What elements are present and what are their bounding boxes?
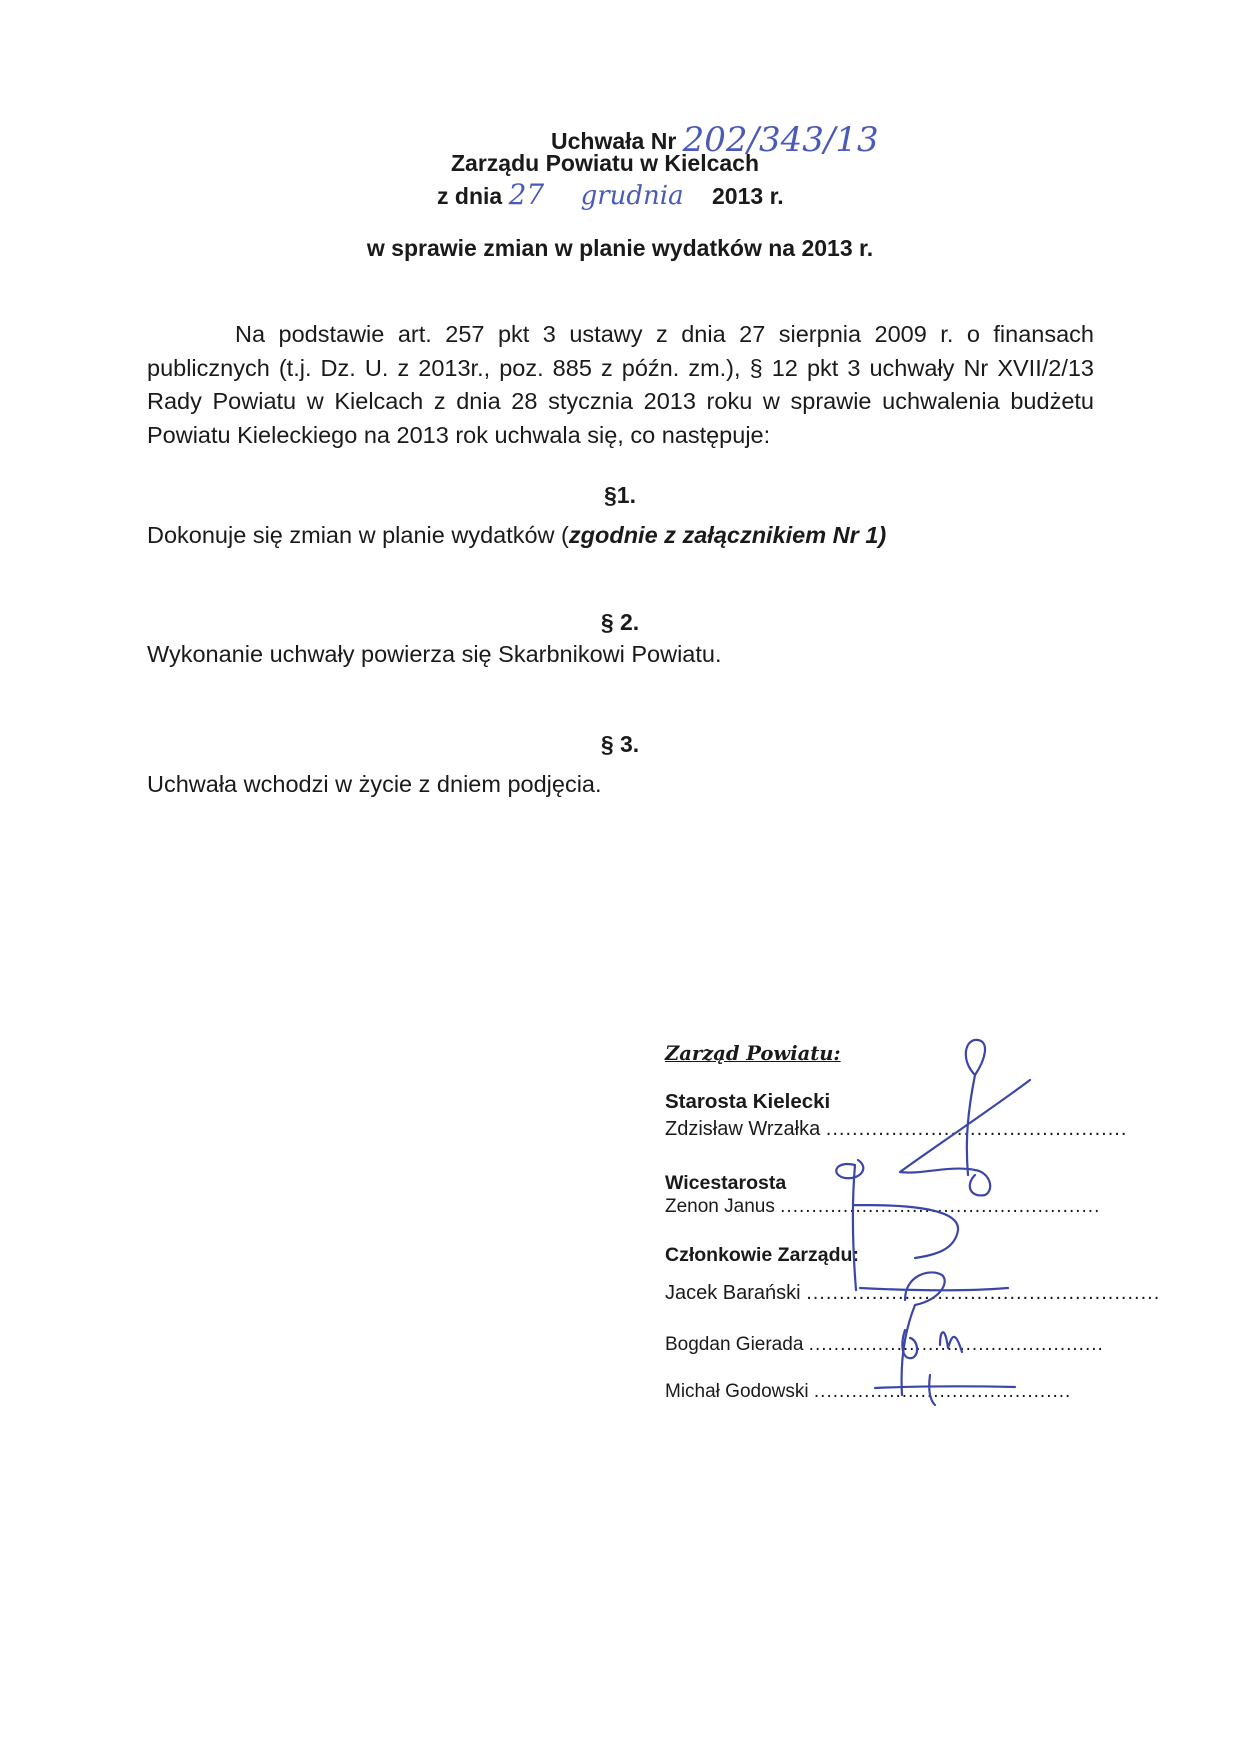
wicestarosta-role: Wicestarosta — [665, 1172, 787, 1194]
date-prefix: z dnia — [437, 183, 503, 209]
section-1-body: Dokonuje się zmian w planie wydatków ( — [147, 522, 569, 548]
member-signature-line — [665, 1381, 1071, 1403]
handwritten-number: 202/343/13 — [682, 120, 879, 160]
section-2-text: Wykonanie uchwały powierza się Skarbnikowi Powiatu. — [147, 641, 722, 667]
signature-dots: ...................................................... — [806, 1282, 1161, 1304]
date-line — [437, 178, 784, 211]
signature-dots: ................................................... — [780, 1196, 1101, 1217]
member-signature-line — [665, 1282, 1160, 1305]
resolution-subject: w sprawie zmian w planie wydatków na 2013 r. — [366, 235, 874, 261]
member-name: Bogdan Gierada — [665, 1334, 804, 1355]
wicestarosta-signature-line — [665, 1196, 1100, 1218]
members-role: Członkowie Zarządu: — [665, 1244, 859, 1266]
section-1-emphasis: zgodnie z załącznikiem Nr 1) — [568, 522, 887, 548]
member-name: Jacek Barański — [665, 1282, 801, 1304]
section-3-text: Uchwała wchodzi w życie z dniem podjęcia. — [147, 771, 602, 797]
board-signatures-title: Zarząd Powiatu: — [665, 1042, 841, 1065]
member-signature-line — [665, 1334, 1104, 1356]
date-year: 2013 r. — [712, 183, 784, 209]
section-1-text — [147, 522, 886, 549]
resolution-prefix: Uchwała Nr — [551, 128, 677, 154]
section-3-heading: § 3. — [600, 731, 640, 757]
handwritten-month: grudnia — [580, 181, 684, 211]
starosta-role: Starosta Kielecki — [665, 1090, 831, 1113]
starosta-signature-line — [665, 1118, 1127, 1141]
legal-basis-paragraph: Na podstawie art. 257 pkt 3 ustawy z dnia 27 sierpnia 2009 r. o finansach publicznych (t.j. Dz. U. z 2013r., poz. 885 z późn. zm.), § 12 pkt 3 uchwały Nr XVII/2/13 Rady Powiatu w Kielcach z dnia 28 stycznia 2013 roku w sprawie uchwalenia budżetu Powiatu Kieleckiego na 2013 rok uchwala się, co następuje: — [147, 321, 1094, 448]
starosta-name: Zdzisław Wrzałka — [665, 1118, 821, 1140]
signature-dots: .............................................. — [825, 1118, 1128, 1140]
member-name: Michał Godowski — [665, 1381, 809, 1402]
signature-dots: ............................................... — [808, 1334, 1104, 1355]
section-2-heading: § 2. — [600, 609, 640, 635]
wicestarosta-signature — [836, 1160, 958, 1290]
handwritten-day: 27 — [508, 178, 545, 211]
wicestarosta-name: Zenon Janus — [665, 1196, 775, 1217]
signature-dots: ......................................... — [813, 1381, 1072, 1402]
board-name: Zarządu Powiatu w Kielcach — [451, 150, 760, 176]
section-1-heading: §1. — [604, 482, 636, 508]
